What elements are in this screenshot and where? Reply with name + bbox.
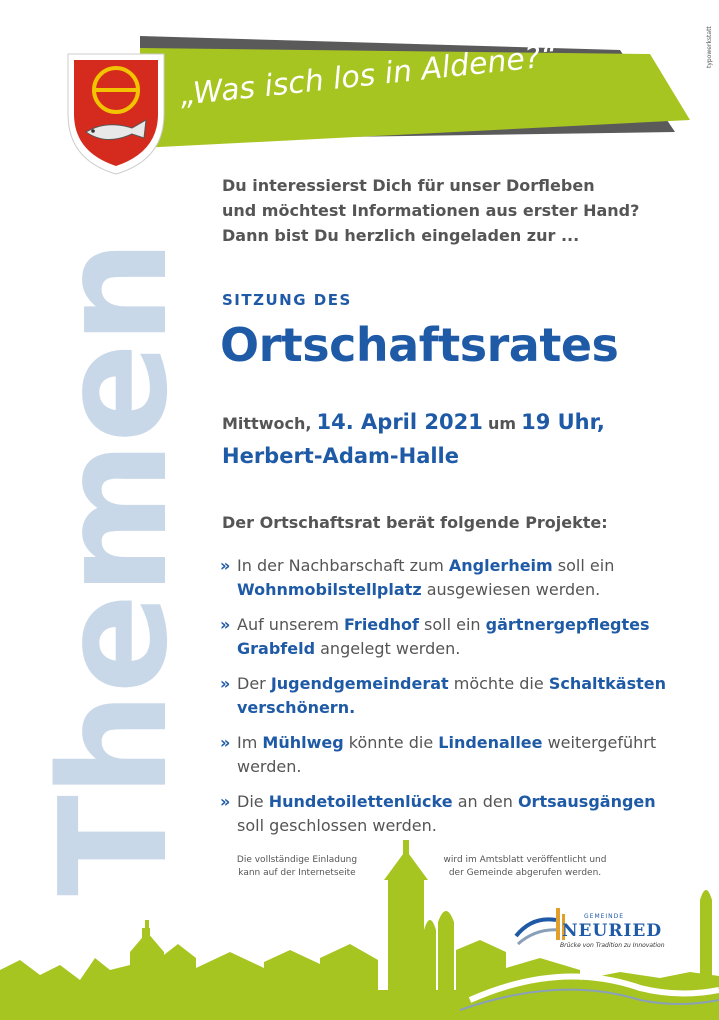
intro-text — [222, 173, 639, 248]
banner-headline: „Was isch los in Aldene?“ — [178, 38, 558, 113]
meeting-time-prefix: um — [487, 414, 516, 433]
logo-name: NEURIED — [562, 921, 663, 941]
intro-line: Dann bist Du herzlich eingeladen zur ... — [222, 226, 580, 245]
bullet: » — [220, 733, 231, 752]
agenda-highlight: Lindenallee — [438, 733, 543, 752]
agenda-intro: Der Ortschaftsrat berät folgende Projekte: — [222, 513, 608, 532]
agenda-highlight: Ortsausgängen — [517, 792, 656, 811]
meeting-time: 19 Uhr — [521, 410, 597, 434]
footnote-line: kann auf der Internetseite — [238, 868, 356, 878]
agenda-highlight: Jugendgemeinderat — [270, 674, 449, 693]
agenda-text: Der — [237, 674, 271, 693]
meeting-date: 14. April 2021 — [316, 410, 483, 434]
agenda-highlight: Mühlweg — [262, 733, 344, 752]
agenda-text: soll ein — [552, 556, 615, 575]
bullet: » — [220, 792, 231, 811]
agenda-text: ausgewiesen werden. — [421, 580, 601, 599]
agenda-item — [220, 790, 690, 838]
footnote-line: der Gemeinde abgerufen werden. — [448, 868, 602, 878]
bullet: » — [220, 674, 231, 693]
logo-kicker: GEMEINDE — [584, 913, 625, 920]
bullet: » — [220, 556, 231, 575]
intro-line: und möchtest Informationen aus erster Hand? — [222, 201, 640, 220]
footnote-line: wird im Amtsblatt veröffentlicht und — [443, 855, 607, 865]
agenda-text: möchte die — [448, 674, 549, 693]
agenda-item — [220, 554, 690, 602]
agenda-highlight: Hundetoilettenlücke — [268, 792, 453, 811]
agenda-list — [220, 554, 690, 849]
bullet: » — [220, 615, 231, 634]
agenda-text: soll ein — [418, 615, 486, 634]
agenda-text: soll geschlossen werden. — [237, 816, 437, 835]
agenda-text: weitergeführt werden. — [237, 733, 657, 776]
agenda-text: angelegt werden. — [315, 639, 461, 658]
meeting-weekday: Mittwoch, — [222, 414, 312, 433]
meeting-venue: Herbert-Adam-Halle — [222, 444, 459, 468]
vertical-watermark-word: Themen — [28, 241, 200, 896]
agenda-text: könnte die — [343, 733, 439, 752]
agenda-highlight: Anglerheim — [448, 556, 553, 575]
agenda-text: Auf unserem — [237, 615, 345, 634]
agenda-highlight: Schaltkästen verschönern. — [237, 674, 666, 717]
agenda-item — [220, 731, 690, 779]
meeting-kicker: SITZUNG DES — [222, 291, 352, 309]
meeting-time-suffix: , — [596, 410, 605, 434]
agenda-text: In der Nachbarschaft zum — [237, 556, 449, 575]
agenda-item — [220, 672, 690, 720]
intro-line: Du interessierst Dich für unser Dorfleben — [222, 176, 595, 195]
agenda-text: an den — [452, 792, 518, 811]
meeting-title: Ortschaftsrates — [220, 318, 619, 372]
agenda-highlight: gärtnergepflegtes Grabfeld — [237, 615, 650, 658]
coat-of-arms-icon — [66, 52, 166, 176]
agenda-highlight: Wohnmobilstellplatz — [237, 580, 422, 599]
logo-tagline: Brücke von Tradition zu Innovation — [560, 942, 665, 949]
agenda-item — [220, 613, 690, 661]
agenda-highlight: Friedhof — [344, 615, 419, 634]
agenda-text: Im — [237, 733, 263, 752]
footnote-line: Die vollständige Einladung — [236, 855, 358, 865]
meeting-datetime — [222, 410, 605, 434]
agenda-text: Die — [237, 792, 269, 811]
credit-text: typowerkstatt — [706, 26, 713, 68]
